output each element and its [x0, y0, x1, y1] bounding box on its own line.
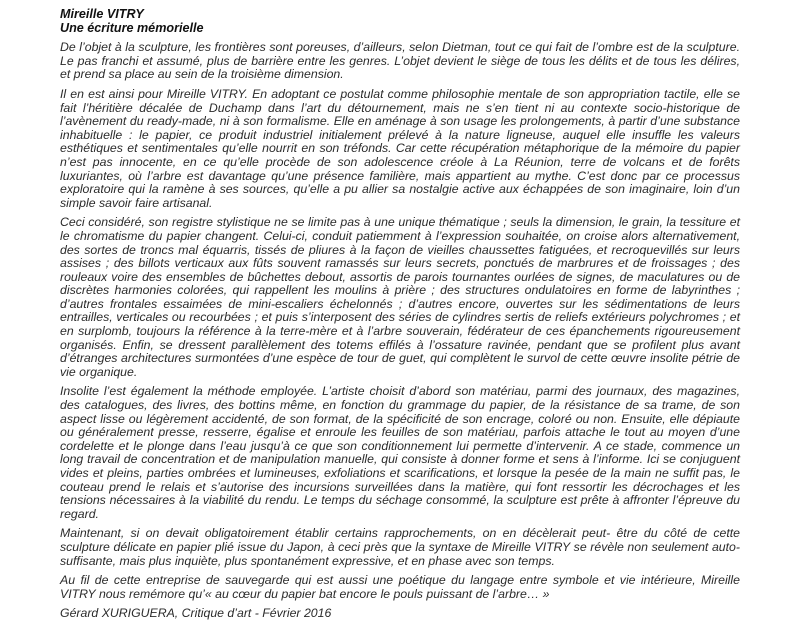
article [60, 8, 740, 621]
artist-name: Mireille VITRY [60, 7, 144, 21]
signature: Gérard XURIGUERA, Critique d’art - Février 2016 [60, 606, 332, 621]
article-header [60, 8, 740, 35]
paragraph-heritage: Il en est ainsi pour Mireille VITRY. En adoptant ce postulat comme philosophie mentale de son appropriation tactile, elle se fait l’héritière décalée de Duchamp dans l’art du détournement, mais ne s’en tient ni au contexte socio-historique de l’avènement du ready-made, ni à son formalisme. Elle en aménage à son usage les prolongements, à partir d’une substance inhabituelle : le papier, ce produit industriel initialement prélevé à la nature ligneuse, auquel elle insuffle les valeurs esthétiques et sentimentales qu’elle nourrit en son tréfonds. Car cette récupération métaphorique de la mémoire du papier n’est pas innocente, en ce qu’elle procède de son adolescence créole à La Réunion, terre de volcans et de forêts luxuriantes, où l’arbre est davantage qu’une présence familière, mais appartient au mythe. C’est donc par ce processus exploratoire qui la ramène à ses sources, qu’elle a pu allier sa nostalgie active aux échappées de son imaginaire, loin d’un simple savoir faire artisanal. [60, 86, 740, 210]
paragraph-comparison: Maintenant, si on devait obligatoirement établir certains rapprochements, on en décèlerait peut- être du côté de cette sculpture délicate en papier plié issue du Japon, à ceci près que la syntaxe de Mireille VITRY se révèle non seulement auto-suffisante, mais plus inquiète, plus spontanément expressive, et en phase avec son temps. [60, 526, 740, 568]
paragraph-conclusion: Au fil de cette entreprise de sauvegarde qui est aussi une poétique du langage entre symbole et vie intérieure, Mireille VITRY nous remémore qu’« au cœur du papier bat encore le pouls puissant de l’arbre… » [60, 573, 740, 601]
paragraph-method: Insolite l’est également la méthode employée. L’artiste choisit d’abord son matériau, parmi des journaux, des magazines, des catalogues, des livres, des bottins même, en fonction du grammage du papier, de la résistance de sa trame, de son aspect lisse ou légèrement accidenté, de son format, de la spécificité de son encrage, coloré ou non. Ensuite, elle dépiaute ou généralement presse, resserre, égalise et enroule les feuilles de son matériau, parfois attache le tout au moyen d’une cordelette et le plonge dans l’eau jusqu’à ce que son conditionnement lui permette d’intervenir. A ce stade, commence un long travail de concentration et de manipulation manuelle, qui consiste à donner forme et sens à l’informe. Ici se conjuguent vides et pleins, parties ombrées et lumineuses, exfoliations et scarifications, et lorsque la pesée de la main ne suffit pas, le couteau prend le relais et s’autorise des incursions surveillées dans la matière, qui font ressortir les décrochages et les tensions nécessaires à la viabilité du rendu. Le temps du séchage consommé, la sculpture est prête à affronter l’épreuve du regard. [60, 384, 740, 521]
paragraph-intro: De l’objet à la sculpture, les frontières sont poreuses, d’ailleurs, selon Dietman, tout ce qui fait de l’ombre est de la sculpture. Le pas franchi et assumé, plus de barrière entre les genres. L’objet devient le siège de tous les délits et de tous les délires, et prend sa place au sein de la troisième dimension. [60, 40, 740, 82]
paragraph-style: Ceci considéré, son registre stylistique ne se limite pas à une unique thématique ; seuls la dimension, le grain, la tessiture et le chromatisme du papier changent. Celui-ci, conduit patiemment à l’expression souhaitée, on croise alors alternativement, des sortes de troncs mal équarris, tissés de pliures à la façon de vieilles chaussettes fatiguées, et recroquevillés sur leurs assises ; des billots verticaux aux fûts souvent ramassés sur leurs secrets, ponctués de marbrures et de froissages ; des rouleaux voire des ensembles de bûchettes debout, assortis de parois tournantes ourlées de signes, de maculatures ou de discrètes harmonies colorées, qui rappellent les moulins à prière ; des structures ondulatoires en forme de labyrinthes ; d’autres frontales essaimées de mini-escaliers échelonnés ; d’autres encore, ouvertes sur les sédimentations de leurs entrailles, verticales ou recourbées ; et puis s’interposent des séries de cylindres sertis de reliefs extérieurs polychromes ; et en surplomb, toujours la référence à la terre-mère et à l’arbre souverain, fédérateur de ces épanchements rigoureusement organisés. Enfin, se dressent parallèlement des totems effilés à l’ossature ravinée, pendant que se profilent plus avant d’étranges architectures surmontées d’une espèce de tour de guet, qui complètent le survol de cette œuvre insolite pétrie de vie organique. [60, 215, 740, 379]
article-title: Une écriture mémorielle [60, 20, 204, 35]
